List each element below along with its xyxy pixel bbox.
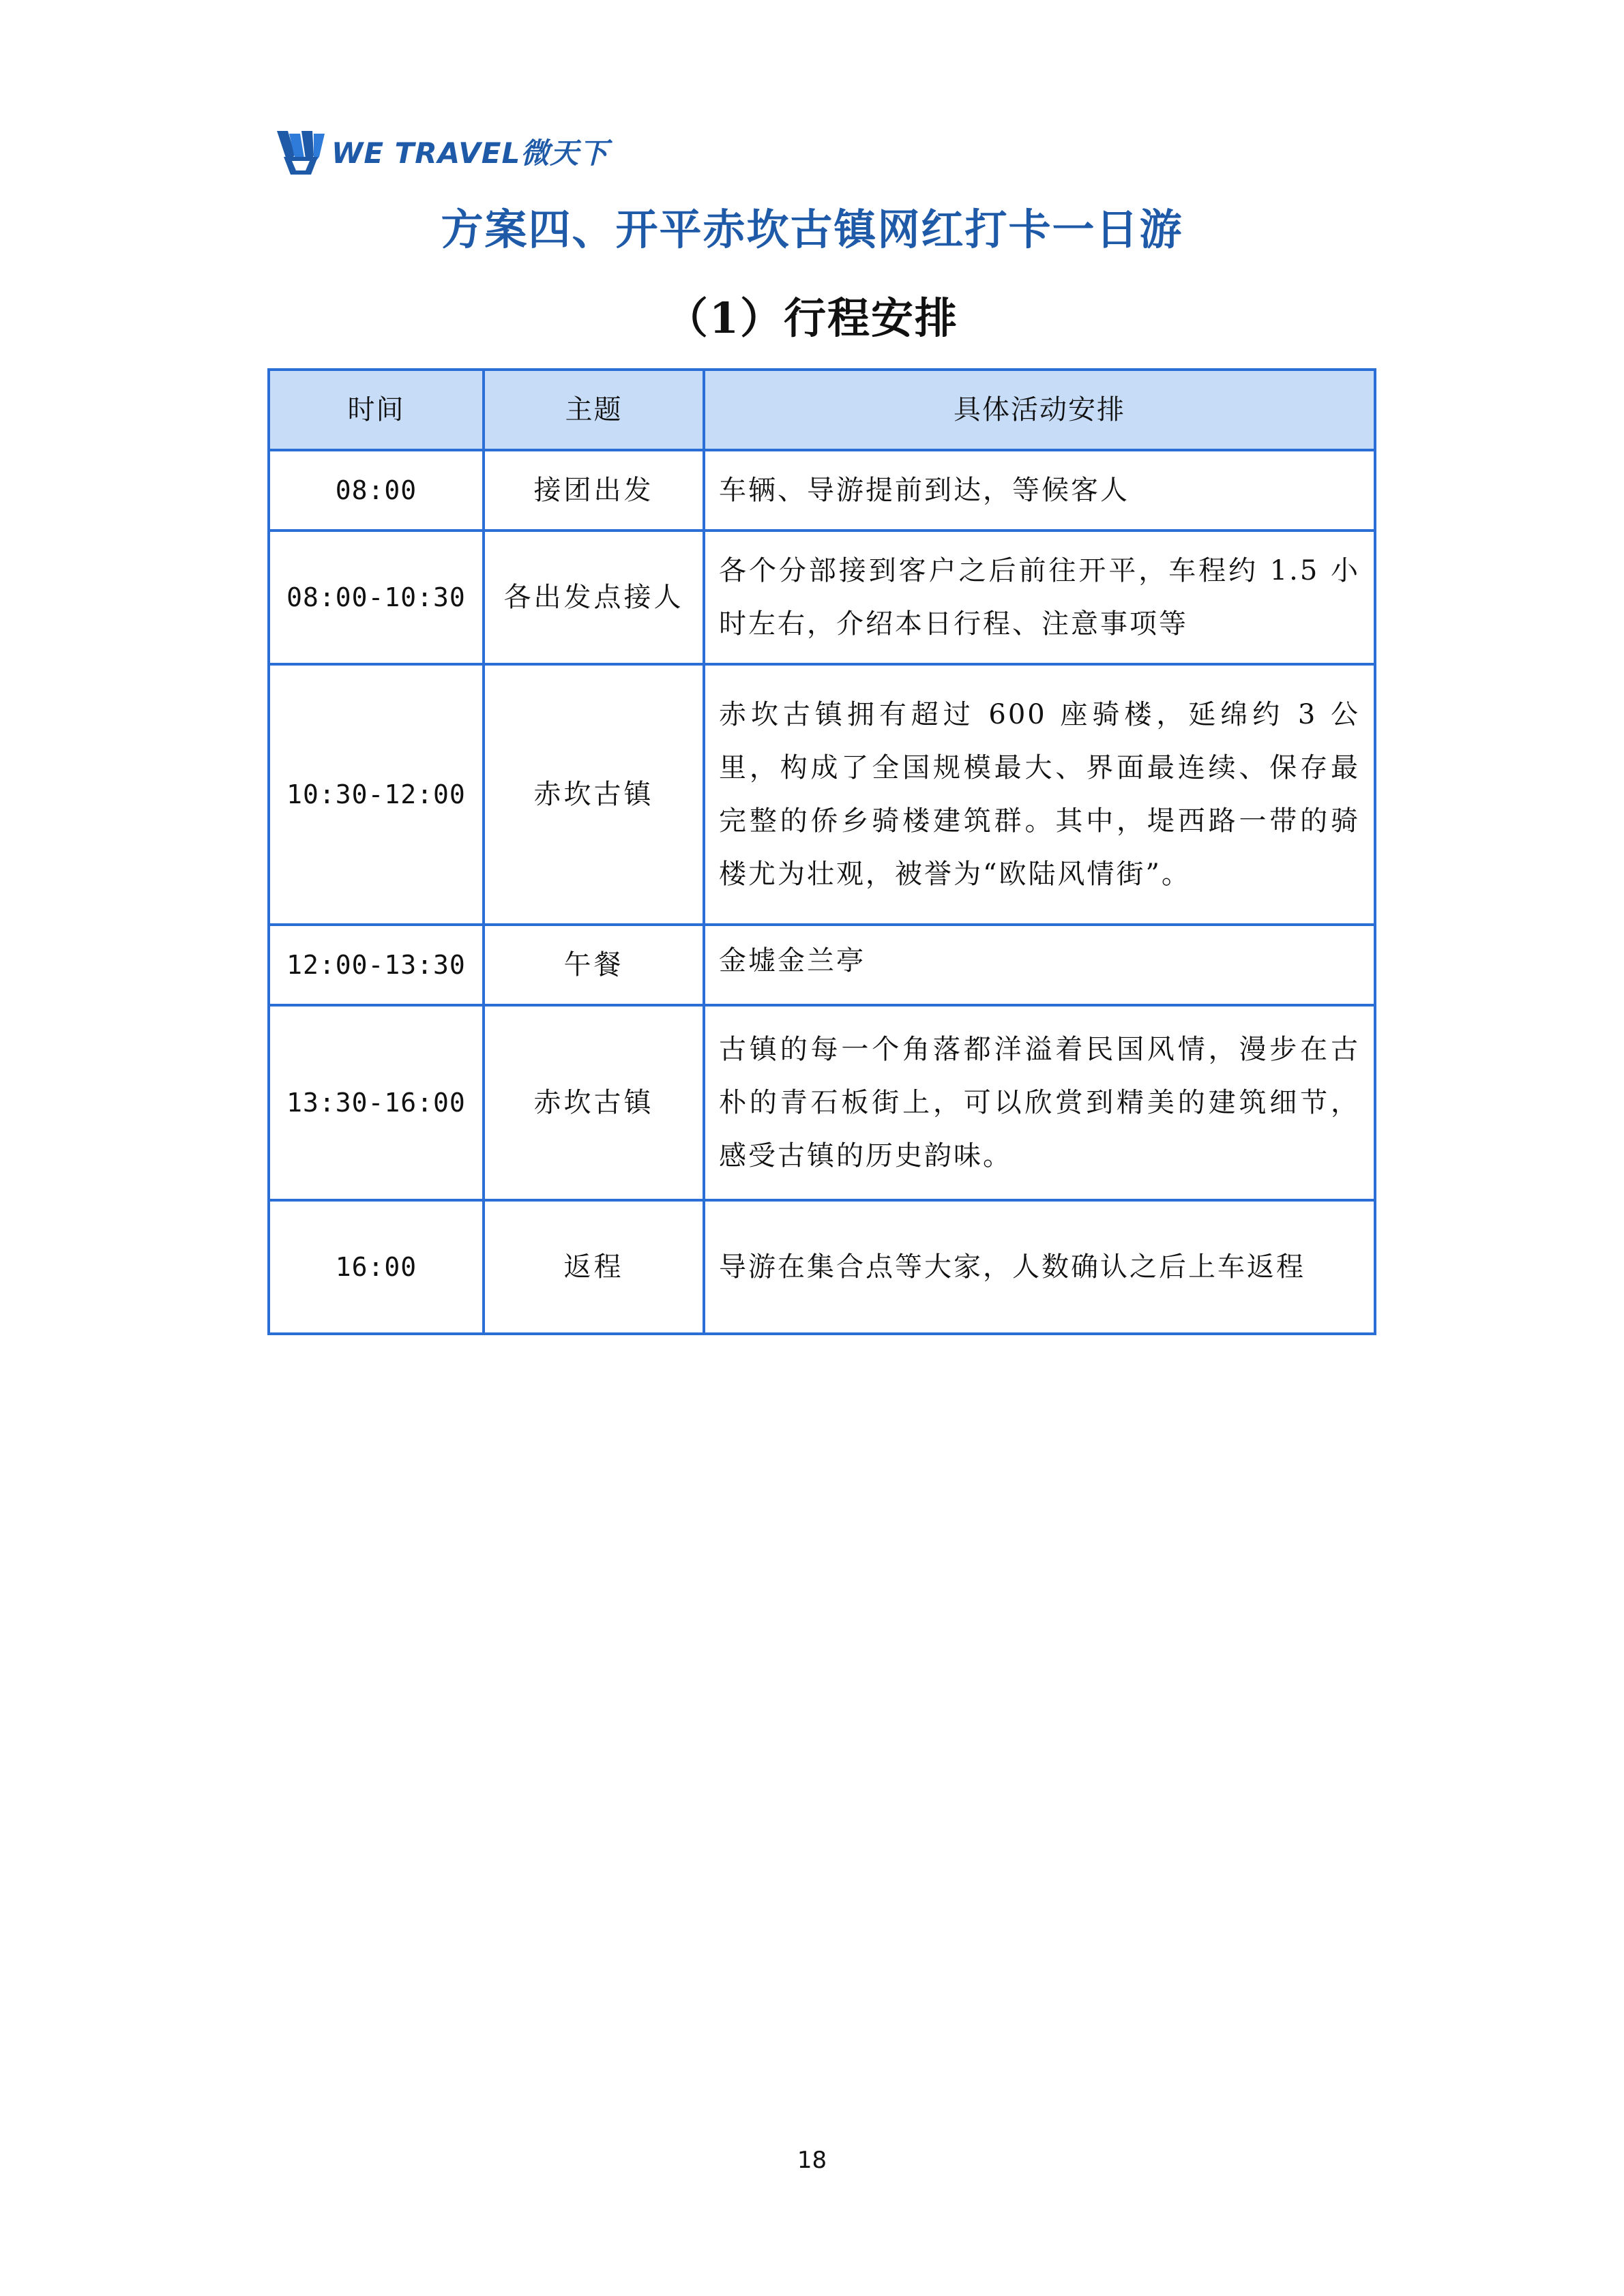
header-detail: 具体活动安排 <box>704 370 1375 450</box>
row-detail: 古镇的每一个角落都洋溢着民国风情，漫步在古朴的青石板街上，可以欣赏到精美的建筑细节，感受古镇的历史韵味。 <box>704 1005 1375 1200</box>
row-detail: 赤坎古镇拥有超过 600 座骑楼，延绵约 3 公里，构成了全国规模最大、界面最连续、保存最完整的侨乡骑楼建筑群。其中，堤西路一带的骑楼尤为壮观，被誉为“欧陆风情街”。 <box>704 664 1375 925</box>
row-detail: 金墟金兰亭 <box>704 925 1375 1005</box>
page-title: 方案四、开平赤坎古镇网红打卡一日游 <box>441 205 1183 254</box>
row-topic: 赤坎古镇 <box>484 1005 704 1200</box>
row-time: 12:00-13:30 <box>269 925 484 1005</box>
itinerary-table <box>267 368 1376 1335</box>
logo-text: WE TRAVEL微天下 <box>331 136 609 170</box>
section-subtitle: （1）行程安排 <box>665 293 959 343</box>
row-detail: 导游在集合点等大家，人数确认之后上车返程 <box>704 1200 1375 1334</box>
row-topic: 返程 <box>484 1200 704 1334</box>
table-row <box>269 450 1375 531</box>
row-time: 13:30-16:00 <box>269 1005 484 1200</box>
row-time: 08:00-10:30 <box>269 531 484 664</box>
row-time: 10:30-12:00 <box>269 664 484 925</box>
table-header-row <box>269 370 1375 450</box>
row-time: 08:00 <box>269 450 484 531</box>
table-row <box>269 1200 1375 1334</box>
table-row <box>269 664 1375 925</box>
row-topic: 午餐 <box>484 925 704 1005</box>
page-number: 18 <box>797 2147 827 2174</box>
table-row <box>269 531 1375 664</box>
header-topic: 主题 <box>484 370 704 450</box>
row-topic: 各出发点接人 <box>484 531 704 664</box>
we-travel-logo-mark-icon <box>274 127 327 176</box>
brand-logo <box>274 127 608 176</box>
header-time: 时间 <box>269 370 484 450</box>
row-time: 16:00 <box>269 1200 484 1334</box>
table-row <box>269 1005 1375 1200</box>
row-detail: 各个分部接到客户之后前往开平，车程约 1.5 小时左右，介绍本日行程、注意事项等 <box>704 531 1375 664</box>
table-row <box>269 925 1375 1005</box>
row-topic: 接团出发 <box>484 450 704 531</box>
row-detail: 车辆、导游提前到达，等候客人 <box>704 450 1375 531</box>
row-topic: 赤坎古镇 <box>484 664 704 925</box>
